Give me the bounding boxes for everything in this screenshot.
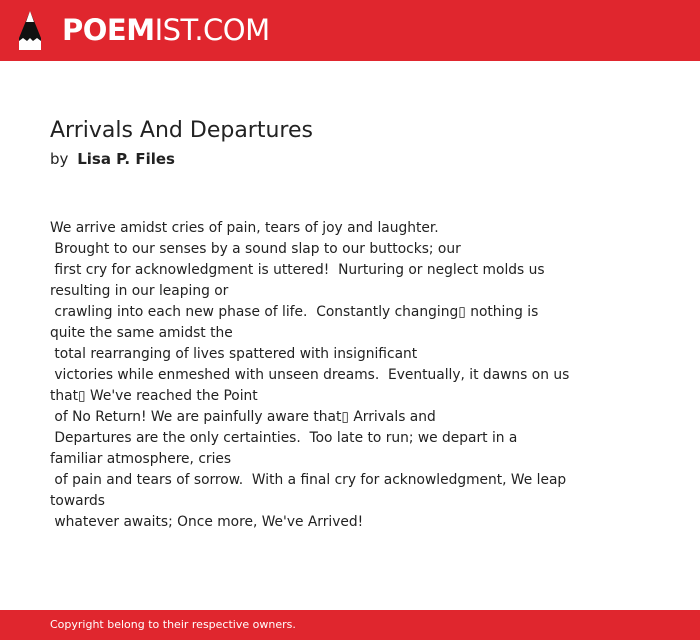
poem-line: total rearranging of lives spattered with insignificant xyxy=(50,346,418,362)
poem-line: crawling into each new phase of life. Constantly changing▯ nothing is quite the same amidst the xyxy=(50,304,543,341)
poem-body xyxy=(50,218,574,533)
by-label: by xyxy=(50,150,69,168)
logo-text-bold: POEM xyxy=(62,13,155,47)
poem-line: Departures are the only certainties. Too late to run; we depart in a familiar atmosphere, cries xyxy=(50,430,522,467)
poem-line: of No Return! We are painfully aware that▯ Arrivals and xyxy=(50,409,436,425)
poem-line: We arrive amidst cries of pain, tears of joy and laughter. xyxy=(50,220,439,236)
pencil-tip-icon[interactable] xyxy=(17,10,43,52)
poem-line: of pain and tears of sorrow. With a final cry for acknowledgment, We leap towards xyxy=(50,472,571,509)
site-header xyxy=(0,0,700,61)
copyright-notice: Copyright belong to their respective owners. xyxy=(50,618,296,631)
logo-text-light: IST.COM xyxy=(154,13,270,47)
poem-title: Arrivals And Departures xyxy=(50,118,313,143)
author-name[interactable]: Lisa P. Files xyxy=(77,150,175,168)
poem-line: victories while enmeshed with unseen dreams. Eventually, it dawns on us that▯ We've reached the Point xyxy=(50,367,574,404)
byline xyxy=(50,149,175,169)
poem-line: first cry for acknowledgment is uttered! Nurturing or neglect molds us resulting in our leaping or xyxy=(50,262,549,299)
poem-line: Brought to our senses by a sound slap to our buttocks; our xyxy=(50,241,461,257)
poem-line: whatever awaits; Once more, We've Arrived! xyxy=(50,514,364,530)
site-logo[interactable] xyxy=(62,13,270,47)
site-footer xyxy=(0,610,700,640)
